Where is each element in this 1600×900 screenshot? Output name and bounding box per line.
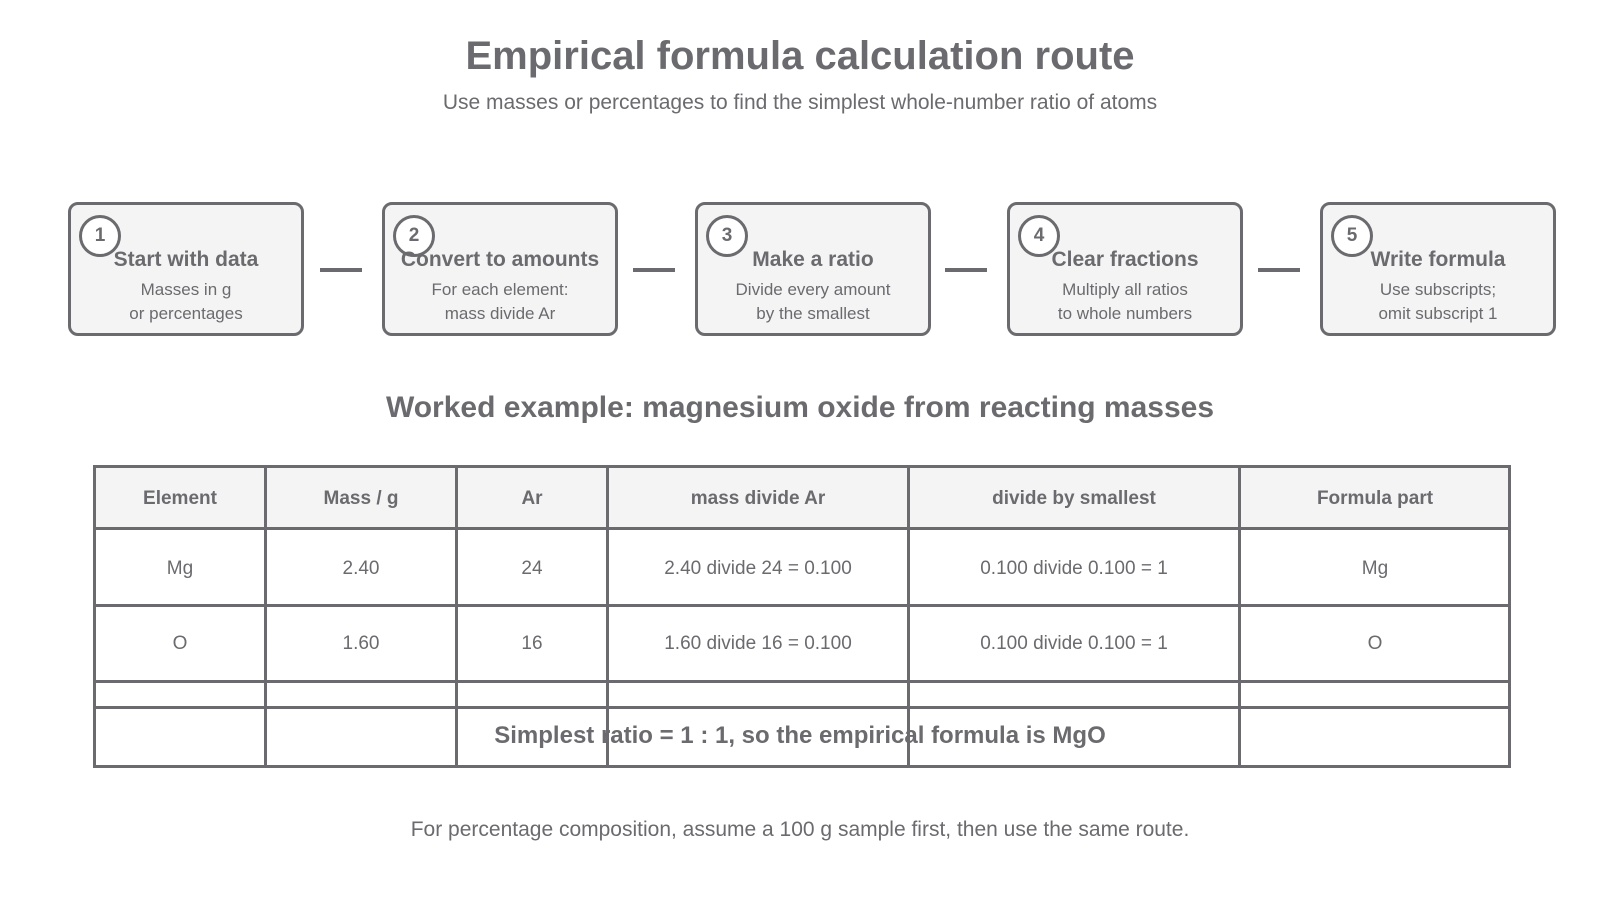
step-box-5	[1320, 202, 1556, 336]
step-description-line: mass divide Ar	[444, 304, 556, 323]
step-number-badge: 1	[79, 215, 121, 257]
step-number-badge: 5	[1331, 215, 1373, 257]
step-description-line: or percentages	[129, 304, 243, 323]
table-cell: 1.60	[342, 633, 380, 654]
table-cell: 1.60 divide 16 = 0.100	[664, 633, 852, 654]
table-header-cell: divide by smallest	[992, 488, 1156, 509]
step-description-line: omit subscript 1	[1378, 304, 1498, 323]
step-box-2	[382, 202, 618, 336]
table-header-cell: Ar	[521, 488, 543, 509]
table-cell: 2.40 divide 24 = 0.100	[664, 558, 852, 579]
step-connector	[633, 268, 675, 272]
table-cell: 0.100 divide 0.100 = 1	[980, 558, 1168, 579]
step-number-badge: 4	[1018, 215, 1060, 257]
table-header-cell: mass divide Ar	[690, 488, 826, 509]
step-title: Start with data	[113, 248, 259, 271]
step-description-line: Use subscripts;	[1379, 280, 1497, 299]
table-cell: Mg	[1361, 558, 1389, 579]
step-number-badge: 3	[706, 215, 748, 257]
step-title: Clear fractions	[1051, 248, 1199, 271]
table-cell: 2.40	[342, 558, 380, 579]
table-cell: O	[1367, 633, 1383, 654]
step-connector	[320, 268, 362, 272]
step-connector	[945, 268, 987, 272]
table-cell: 24	[521, 558, 543, 579]
summary-result: Simplest ratio = 1 : 1, so the empirical formula is MgO	[494, 722, 1106, 749]
step-description-line: Masses in g	[140, 280, 232, 299]
table-header-cell: Formula part	[1316, 488, 1434, 509]
step-description-line: to whole numbers	[1057, 304, 1193, 323]
calculation-route-flow	[0, 0, 1600, 400]
footnote: For percentage composition, assume a 100 g sample first, then use the same route.	[410, 818, 1190, 841]
step-description-line: For each element:	[431, 280, 569, 299]
table-header-cell: Mass / g	[323, 488, 399, 509]
step-title: Make a ratio	[752, 248, 874, 271]
step-title: Write formula	[1370, 248, 1506, 271]
step-connector	[1258, 268, 1300, 272]
step-description-line: Divide every amount	[735, 280, 891, 299]
step-box-4	[1007, 202, 1243, 336]
step-box-1	[68, 202, 304, 336]
table-cell: 0.100 divide 0.100 = 1	[980, 633, 1168, 654]
step-number-badge: 2	[393, 215, 435, 257]
worked-example-title: Worked example: magnesium oxide from reacting masses	[385, 391, 1215, 424]
table-cell: 16	[521, 633, 543, 654]
table-cell: O	[172, 633, 188, 654]
step-description-line: by the smallest	[756, 304, 870, 323]
table-header-cell: Element	[143, 488, 217, 509]
page-subtitle: Use masses or percentages to find the simplest whole-number ratio of atoms	[442, 91, 1158, 114]
step-description-line: Multiply all ratios	[1062, 280, 1188, 299]
table-cell: Mg	[166, 558, 194, 579]
step-box-3	[695, 202, 931, 336]
page-title: Empirical formula calculation route	[465, 34, 1135, 78]
step-title: Convert to amounts	[400, 248, 600, 271]
